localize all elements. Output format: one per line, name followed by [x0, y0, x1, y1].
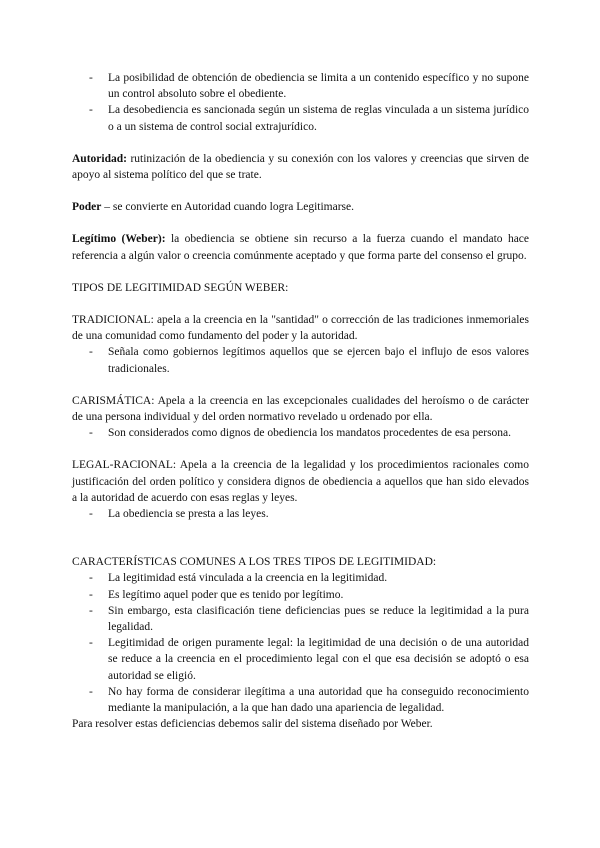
definition-text: la obediencia se obtiene sin recurso a la fuerza cuando el mandato hace referencia a algún valor o creencia comúnmente aceptado y que forma parte del consenso el grupo.: [72, 233, 530, 262]
list-item: - No hay forma de considerar ilegítima a una autoridad que ha conseguido reconocimiento mediante la manipulación, a la que han dado una apariencia de legalidad.: [72, 684, 529, 716]
list-item: - Son considerados como dignos de obediencia los mandatos procedentes de esa persona.: [72, 425, 529, 441]
definition-text: – se convierte en Autoridad cuando logra Legitimarse.: [101, 201, 354, 214]
definition-text: rutinización de la obediencia y su conexión con los valores y creencias que sirven de apoyo al sistema político del que se trate.: [72, 152, 529, 182]
list-item: - La posibilidad de obtención de obediencia se limita a un contenido específico y no supone un control absoluto sobre el obediente.: [72, 70, 529, 102]
list-item: - La desobediencia es sancionada según un sistema de reglas vinculada a un sistema jurídico o a un sistema de control social extrajurídico.: [72, 102, 529, 134]
paragraph-carismatica: CARISMÁTICA: Apela a la creencia en las excepcionales cualidades del heroísmo o de carácter de una persona individual y del orden normativo revelado u ordenado por ella.: [72, 394, 529, 424]
list-item: - Señala como gobiernos legítimos aquellos que se ejercen bajo el influjo de esos valores tradicionales.: [72, 344, 529, 376]
list-item: - Sin embargo, esta clasificación tiene deficiencias pues se reduce la legitimidad a la pura legalidad.: [72, 603, 529, 635]
comunes-bullet-list: [72, 570, 529, 716]
term-poder: Poder: [72, 201, 102, 214]
term-autoridad: Autoridad:: [72, 152, 127, 165]
definition-legitimo: [72, 231, 529, 263]
definition-poder: [72, 199, 529, 215]
definition-autoridad: [72, 151, 529, 183]
list-item: - La obediencia se presta a las leyes.: [72, 506, 529, 522]
paragraph-tradicional: TRADICIONAL: apela a la creencia en la "santidad" o corrección de las tradiciones inmemoriales de una comunidad como fundamento del poder y la autoridad.: [72, 314, 529, 343]
legal-bullet-list: [72, 506, 529, 522]
section-heading-comunes: CARACTERÍSTICAS COMUNES A LOS TRES TIPOS DE LEGITIMIDAD:: [72, 556, 437, 569]
intro-bullet-list: [72, 70, 529, 135]
carismatica-bullet-list: [72, 425, 529, 441]
list-item: - La legitimidad está vinculada a la creencia en la legitimidad.: [72, 570, 529, 586]
closing-paragraph: Para resolver estas deficiencias debemos salir del sistema diseñado por Weber.: [72, 718, 433, 731]
term-legitimo: Legítimo (Weber):: [72, 233, 166, 246]
list-item: - Legitimidad de origen puramente legal: la legitimidad de una decisión o de una autoridad se reduce a la creencia en el procedimiento legal con el que esa decisión se adoptó o esa autoridad se eligió.: [72, 635, 529, 684]
tradicional-bullet-list: [72, 344, 529, 376]
list-item: - Es legítimo aquel poder que es tenido por legítimo.: [72, 587, 529, 603]
paragraph-legal-racional: LEGAL-RACIONAL: Apela a la creencia de la legalidad y los procedimientos racionales como justificación del orden político y considera dignos de obediencia a aquellos que han sido elevados a la autoridad de acuerdo con esas reglas y leyes.: [72, 459, 529, 504]
document-body: [72, 70, 529, 733]
section-heading-tipos: TIPOS DE LEGITIMIDAD SEGÚN WEBER:: [72, 281, 289, 294]
